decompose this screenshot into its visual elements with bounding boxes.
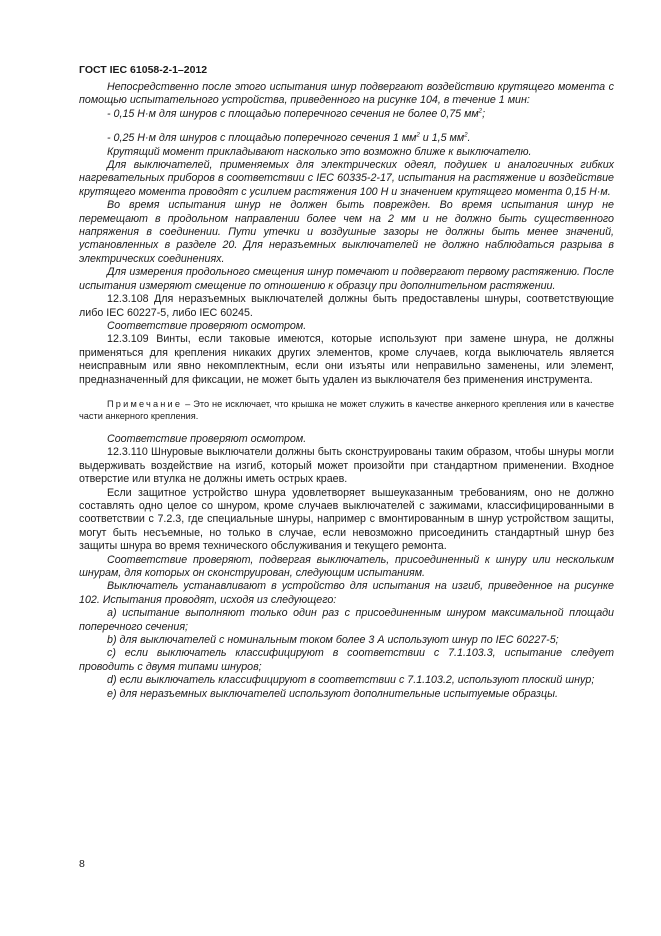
paragraph-torque-test: Непосредственно после этого испытания шнур подвергают воздействию крутящего момента с помощью испытательного устройства, приведенного на рисунке 104, в течение 1 мин:	[79, 81, 614, 107]
clause-12-3-109: 12.3.109 Винты, если таковые имеются, которые используют при замене шнура, не должны применяться для крепления никаких других элементов, кроме случаев, когда выключатель является неисправным или явно некомплектным, если они изъяты или неправильно заменены, или элемент, предназначенный для фиксации, не может быть удален из выключателя без применения инструмента.	[79, 333, 614, 386]
list-item-d: d) если выключатель классифицируют в соответствии с 7.1.103.2, используют плоский шнур;	[107, 674, 595, 687]
paragraph-compliance-tests: Соответствие проверяют, подвергая выключатель, присоединенный к шнуру или нескольким шнурам, для которых он сконструирован, следующим испытаниям.	[79, 553, 614, 579]
paragraph-cord-damage: Во время испытания шнур не должен быть поврежден. Во время испытания шнур не перемещают в продольном направлении более чем на 2 мм и не должно быть существенного напряжения в соединении. Пути утечки и воздушные зазоры не должны быть менее значений, установленных в разделе 20. Для неразъемных выключателей не должно наблюдаться разрыва в электрических соединениях.	[79, 199, 614, 265]
punctuation: .	[467, 132, 471, 145]
superscript: 2	[416, 132, 420, 139]
paragraph-blankets: Для выключателей, применяемых для электрических одеял, подушек и аналогичных гибких нагревательных приборов в соответствии с IEC 60335-2-17, испытания на растяжение и воздействие крутящего момента проводят с усилием растяжения 100 Н и значением крутящего момента 0,15 Н·м.	[79, 159, 614, 198]
list-item-c: c) если выключатель классифицируют в соответствии с 7.1.103.3, испытание следует проводить с двумя типами шнуров;	[79, 647, 614, 673]
note-label: Примечание	[107, 398, 183, 409]
paragraph-torque-application: Крутящий момент прикладывают насколько это возможно ближе к выключателю.	[107, 145, 532, 158]
punctuation: ;	[482, 107, 486, 120]
torque-015-text: - 0,15 Н·м для шнуров с площадью поперечного сечения не более 0,75 мм	[107, 107, 479, 120]
list-item-torque-015	[79, 108, 614, 121]
note-text: – Это не исключает, что крышка не может служить в качестве анкерного крепления или в качестве части анкерного крепления.	[79, 398, 614, 421]
paragraph-displacement: Для измерения продольного смещения шнур помечают и подвергают первому растяжению. После испытания измеряют смещение по отношению к образцу при дополнительном растяжении.	[79, 266, 614, 292]
document-header: ГОСТ IEC 61058-2-1–2012	[79, 64, 208, 76]
paragraph-cord-guard: Если защитное устройство шнура удовлетворяет вышеуказанным требованиям, оно не должно составлять одно целое со шнуром, кроме случаев выключателей с зажимами, классифицированными в соответствии с 7.2.3, где специальные шнуры, например с вмонтированным в шнур устройством защиты, могут быть несъемные, но только в случае, если невозможно присоединить стандартный шнур без защиты шнура во время технического обслуживания и текущего ремонта.	[79, 486, 614, 553]
list-item-torque-025	[79, 132, 614, 145]
torque-025-text: - 0,25 Н·м для шнуров с площадью поперечного сечения 1 мм	[107, 132, 417, 145]
clause-12-3-108: 12.3.108 Для неразъемных выключателей должны быть предоставлены шнуры, соответствующие либо IEC 60227-5, либо IEC 60245.	[79, 293, 614, 319]
list-item-b: b) для выключателей с номинальным током более 3 А используют шнур по IEC 60227-5;	[107, 634, 559, 647]
compliance-inspection: Соответствие проверяют осмотром.	[107, 319, 307, 332]
clause-12-3-110: 12.3.110 Шнуровые выключатели должны быть сконструированы таким образом, чтобы шнуры могли выдерживать воздействие на изгиб, который может произойти при стандартном применении. Входное отверстие или втулка не должны иметь острых краев.	[79, 446, 614, 486]
list-item-e: e) для неразъемных выключателей используют дополнительные испытуемые образцы.	[107, 687, 558, 700]
compliance-inspection: Соответствие проверяют осмотром.	[107, 432, 307, 445]
torque-025-mid: и 1,5 мм	[419, 132, 465, 145]
document-body	[79, 81, 614, 701]
note	[79, 398, 614, 422]
superscript: 2	[478, 108, 483, 115]
paragraph-flex-test: Выключатель устанавливают в устройство для испытания на изгиб, приведенное на рисунке 102. Испытания проводят, исходя из следующего:	[79, 580, 614, 606]
page-number: 8	[79, 858, 85, 870]
superscript: 2	[464, 132, 468, 139]
list-item-a: a) испытание выполняют только один раз с присоединенным шнуром максимальной площади поперечного сечения;	[79, 607, 614, 633]
